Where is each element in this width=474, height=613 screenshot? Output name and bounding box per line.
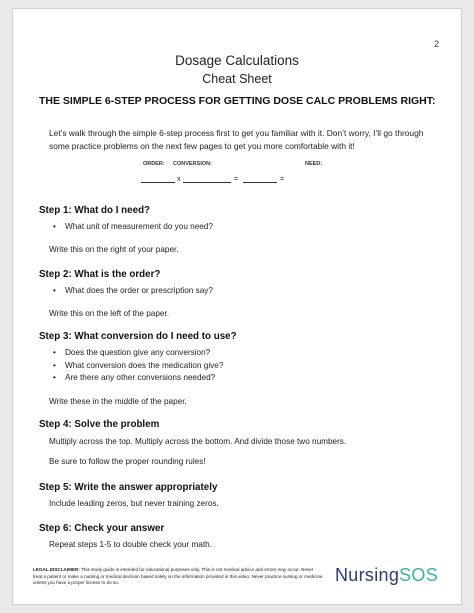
step-5-heading: Step 5: Write the answer appropriately [39,482,218,493]
intro-paragraph: Let’s walk through the simple 6-step process first to get you familiar with it. Don’t worry, I’ll go through some practice problems on the next few pages to get you more comfortable with it! [49,128,424,151]
disclaimer-text: This study guide is intended for educational purposes only. This is not medical advice and errors may occur. Never treat a patient or make a nursing or medical decision based solely on the information provided in this video. Never practice nursing or medicine unless you have a proper license to do so. [33,567,323,586]
step-2-note: Write this on the left of the paper. [49,309,170,318]
page-subtitle: Cheat Sheet [202,72,272,86]
times-sign: x [177,176,181,183]
step-4-note: Be sure to follow the proper rounding rules! [49,457,206,466]
step-1-heading: Step 1: What do I need? [39,205,151,216]
step-6-heading: Step 6: Check your answer [39,523,165,534]
nursingsos-logo [335,565,438,586]
step-6-note: Repeat steps 1-5 to double check your math. [49,540,212,549]
step-5-note: Include leading zeros, but never training zeros. [49,499,219,508]
section-heading: THE SIMPLE 6-STEP PROCESS FOR GETTING DOSE CALC PROBLEMS RIGHT: [39,95,436,107]
step-2-bullets [53,285,213,298]
legal-disclaimer [33,567,323,587]
conversion-blank [183,182,231,183]
order-blank [141,182,175,183]
page-title: Dosage Calculations [175,53,299,68]
need-label: NEED: [305,161,323,167]
formula-template [13,171,461,187]
step-1-note: Write this on the right of your paper. [49,245,179,254]
step-4-note: Multiply across the top. Multiply across the bottom. And divide those two numbers. [49,437,347,446]
step-4-heading: Step 4: Solve the problem [39,419,160,430]
step-1-bullets [53,221,213,234]
order-label: ORDER: [143,161,165,167]
step-3-bullets [53,347,223,385]
disclaimer-label: LEGAL DISCLAIMER: [33,567,80,572]
conversion-label: CONVERSION: [173,161,212,167]
step-2-heading: Step 2: What is the order? [39,269,161,280]
equals-sign: = [280,176,285,183]
bullet-item: • What conversion does the medication give? [53,360,223,373]
formula-labels [13,161,461,171]
bullet-item: • What unit of measurement do you need? [53,221,213,234]
document-page [12,8,462,605]
logo-text-nursing: Nursing [335,565,400,585]
result-blank [243,182,277,183]
bullet-item: • Are there any other conversions needed? [53,372,223,385]
step-3-note: Write these in the middle of the paper. [49,397,187,406]
logo-text-sos: SOS [399,565,439,585]
page-number: 2 [433,39,439,49]
equals-sign: = [234,176,239,183]
bullet-item: • What does the order or prescription say? [53,285,213,298]
bullet-item: • Does the question give any conversion? [53,347,223,360]
step-3-heading: Step 3: What conversion do I need to use? [39,331,237,342]
